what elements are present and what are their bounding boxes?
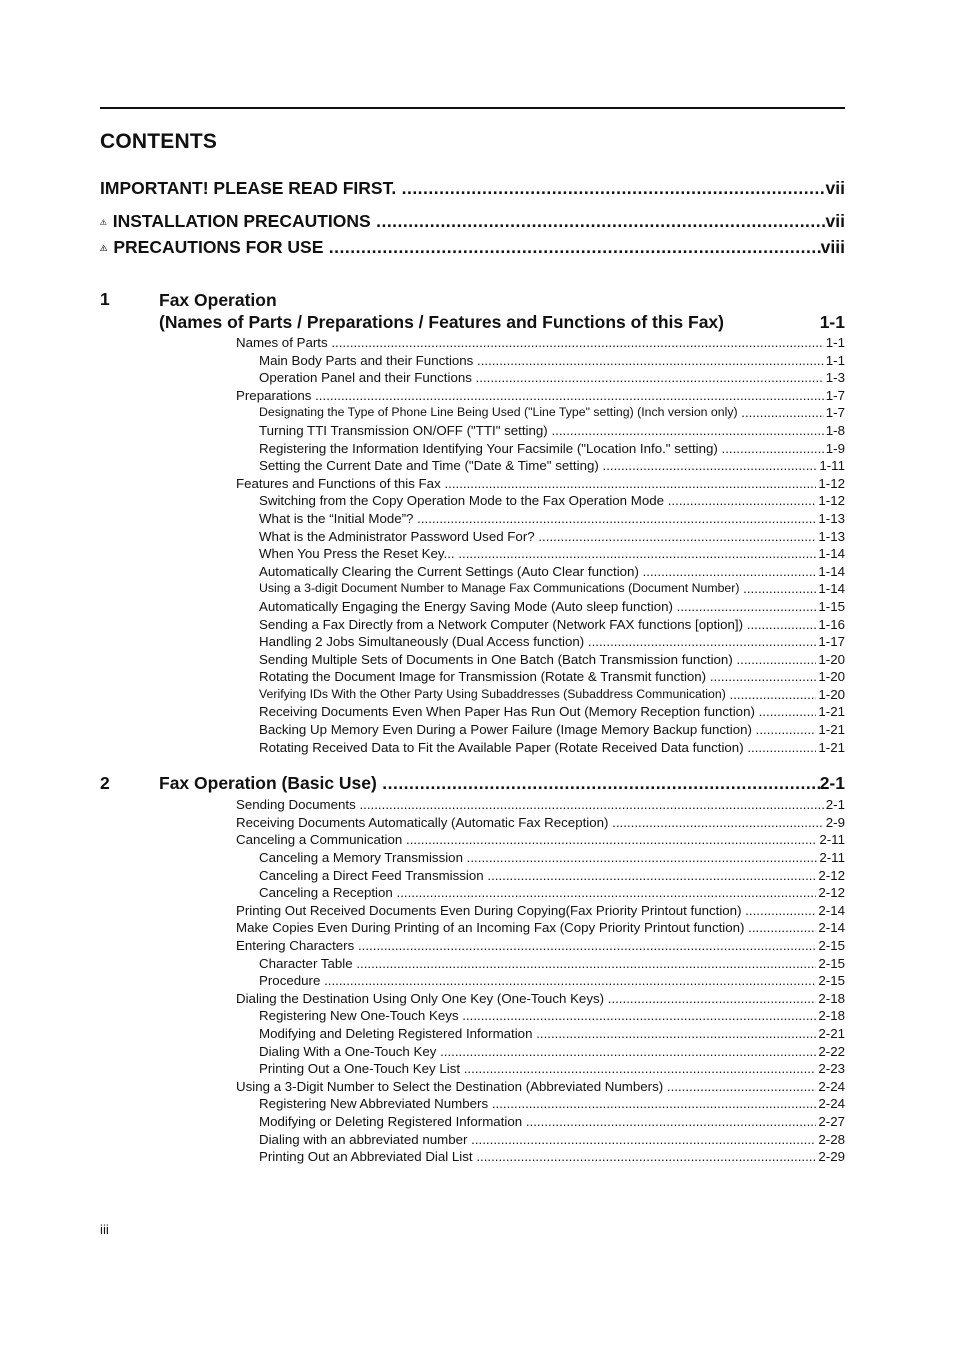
toc-entry-page: 1-17 <box>818 634 845 650</box>
chapter-title: Fax Operation (Basic Use) <box>159 773 377 794</box>
chapter-2-heading[interactable] <box>100 770 845 796</box>
toc-entry[interactable] <box>259 633 845 651</box>
leader-dots <box>744 739 817 757</box>
toc-entry-page: 2-28 <box>818 1131 845 1147</box>
toc-entry[interactable] <box>259 955 845 973</box>
toc-entry[interactable] <box>259 1060 845 1078</box>
leader-dots <box>673 598 816 616</box>
toc-entry-label: Operation Panel and their Functions <box>259 370 472 386</box>
toc-entry-label: Automatically Engaging the Energy Saving Mode (Auto sleep function) <box>259 598 673 614</box>
leader-dots <box>522 1113 816 1131</box>
leader-dots <box>599 457 818 475</box>
toc-entry[interactable] <box>259 686 845 704</box>
toc-entry-label: Printing Out Received Documents Even During Copying(Fax Priority Printout function) <box>236 902 742 918</box>
toc-entry-label: Designating the Type of Phone Line Being Used ("Line Type" setting) (Inch version only) <box>259 405 738 420</box>
chapter-number: 2 <box>100 773 110 794</box>
leader-dots <box>739 580 816 598</box>
toc-entry[interactable] <box>259 492 845 510</box>
page-number: iii <box>100 1222 109 1237</box>
leader-dots <box>752 721 816 739</box>
toc-entry[interactable] <box>236 334 845 352</box>
toc-entry-page: 2-27 <box>818 1113 845 1129</box>
toc-entry-page: 1-7 <box>825 405 845 421</box>
toc-entry-page: 1-8 <box>825 422 845 438</box>
toc-entry-page: 2-15 <box>818 938 845 953</box>
front-matter <box>100 176 845 259</box>
toc-entry-label: Dialing the Destination Using Only One Key (One-Touch Keys) <box>236 990 605 1006</box>
toc-entry[interactable] <box>236 831 845 849</box>
chapter-title: Fax Operation <box>159 290 277 310</box>
chapter-1-entries <box>100 334 845 756</box>
toc-entry-label: Dialing with an abbreviated number <box>259 1131 468 1147</box>
leader-dots <box>377 770 820 796</box>
leader-dots <box>436 1043 816 1061</box>
leader-dots <box>484 867 817 885</box>
toc-entry[interactable] <box>259 545 845 563</box>
leader-dots <box>738 404 824 422</box>
toc-entry-label: Sending Documents <box>236 797 356 813</box>
toc-entry[interactable] <box>259 369 845 387</box>
toc-entry-page: 2-14 <box>818 902 845 918</box>
leader-dots <box>473 352 823 370</box>
leader-dots <box>356 796 824 814</box>
toc-entry[interactable] <box>259 404 845 422</box>
toc-entry-page: 2-24 <box>818 1096 845 1112</box>
leader-dots <box>488 1095 816 1113</box>
toc-entry[interactable] <box>236 387 845 405</box>
toc-entry-label: Receiving Documents Automatically (Automatic Fax Reception) <box>236 814 609 830</box>
leader-dots <box>402 831 817 849</box>
leader-dots <box>320 972 816 990</box>
toc-entry-page: 1-12 <box>818 475 845 491</box>
leader-dots <box>733 651 817 669</box>
toc-entry-page: 2-14 <box>818 920 845 936</box>
toc-entry-label: IMPORTANT! PLEASE READ FIRST. <box>100 178 397 198</box>
leader-dots <box>353 955 817 973</box>
toc-entry[interactable] <box>236 814 845 832</box>
toc-entry-label: Main Body Parts and their Functions <box>259 352 474 368</box>
toc-entry-page: 1-15 <box>818 598 845 614</box>
toc-entry-page: 2-24 <box>818 1078 845 1094</box>
toc-entry-page: 1-1 <box>825 335 845 350</box>
toc-entry-label: Switching from the Copy Operation Mode to the Fax Operation Mode <box>259 493 665 509</box>
toc-entry-page: 1-21 <box>818 722 845 738</box>
toc-entry-label: What is the “Initial Mode”? <box>259 510 414 526</box>
toc-entry[interactable] <box>259 440 845 458</box>
toc-entry[interactable] <box>259 422 845 440</box>
leader-dots <box>459 1007 817 1025</box>
leader-dots <box>441 475 817 493</box>
toc-entry[interactable] <box>259 1043 845 1061</box>
toc-entry-page: 2-11 <box>819 832 845 848</box>
leader-dots <box>455 545 817 563</box>
toc-entry[interactable] <box>259 1095 845 1113</box>
toc-entry-label: Preparations <box>236 387 312 403</box>
toc-entry[interactable] <box>236 937 845 955</box>
toc-entry-page: 1-16 <box>818 616 845 632</box>
chapter-2-entries <box>100 796 845 1165</box>
leader-dots <box>354 937 816 955</box>
toc-entry-page: vii <box>825 211 845 231</box>
toc-entry-label: Sending a Fax Directly from a Network Computer (Network FAX functions [option]) <box>259 616 744 632</box>
chapter-subtitle: (Names of Parts / Preparations / Features and Functions of this Fax) <box>159 312 724 332</box>
toc-entry-page: 2-29 <box>818 1149 845 1165</box>
toc-entry[interactable] <box>236 796 845 814</box>
leader-dots <box>664 492 816 510</box>
toc-entry-page: 2-15 <box>818 955 845 971</box>
toc-entry[interactable] <box>259 884 845 902</box>
toc-entry[interactable] <box>259 352 845 370</box>
warning-icon <box>100 211 107 233</box>
chapter-1 <box>100 289 845 756</box>
toc-entry-label: Modifying and Deleting Registered Information <box>259 1025 533 1041</box>
toc-entry-page: 2-18 <box>818 1008 845 1024</box>
toc-entry[interactable] <box>259 867 845 885</box>
toc-entry-label: Verifying IDs With the Other Party Using Subaddresses (Subaddress Communication) <box>259 686 726 701</box>
toc-entry-label: Printing Out a One-Touch Key List <box>259 1061 461 1077</box>
toc-entry-label: Canceling a Memory Transmission <box>259 850 463 866</box>
toc-entry[interactable] <box>259 563 845 581</box>
toc-entry-page: 2-11 <box>819 850 845 866</box>
toc-entry[interactable] <box>236 902 845 920</box>
leader-dots <box>467 1131 816 1149</box>
toc-entry-label: Character Table <box>259 955 353 971</box>
toc-entry-label: Features and Functions of this Fax <box>236 475 441 491</box>
leader-dots <box>584 633 816 651</box>
leader-dots <box>393 884 817 902</box>
toc-entry-label: Canceling a Reception <box>259 885 393 901</box>
leader-dots <box>460 1060 816 1078</box>
toc-entry-label: Make Copies Even During Printing of an Incoming Fax (Copy Priority Printout function) <box>236 920 745 936</box>
toc-entry-label: Names of Parts <box>236 335 328 350</box>
toc-entry-label: Rotating Received Data to Fit the Available Paper (Rotate Received Data function) <box>259 739 744 755</box>
toc-entry-page: 1-12 <box>818 493 845 509</box>
toc-entry[interactable] <box>259 668 845 686</box>
toc-entry[interactable] <box>259 457 845 475</box>
leader-dots <box>413 510 816 528</box>
leader-dots <box>743 616 816 634</box>
leader-dots <box>328 334 824 352</box>
toc-entry[interactable] <box>259 972 845 990</box>
toc-entry[interactable] <box>259 580 845 598</box>
toc-entry[interactable] <box>259 1148 845 1166</box>
leader-dots <box>532 1025 816 1043</box>
leader-dots <box>742 902 817 920</box>
chapter-1-heading <box>100 289 845 334</box>
toc-entry[interactable] <box>259 510 845 528</box>
toc-entry-page: 1-14 <box>818 563 845 579</box>
toc-entry[interactable] <box>236 1078 845 1096</box>
toc-entry[interactable] <box>236 990 845 1008</box>
toc-entry[interactable] <box>259 1025 845 1043</box>
toc-entry-label: Backing Up Memory Even During a Power Failure (Image Memory Backup function) <box>259 722 752 738</box>
toc-entry-label: INSTALLATION PRECAUTIONS <box>112 211 371 231</box>
toc-entry-page: viii <box>820 237 845 257</box>
toc-entry-label: Rotating the Document Image for Transmission (Rotate & Transmit function) <box>259 669 707 685</box>
front-matter-entry[interactable] <box>100 176 845 200</box>
toc-entry-page: 1-14 <box>818 581 845 597</box>
toc-entry[interactable] <box>259 1113 845 1131</box>
toc-entry[interactable] <box>236 475 845 493</box>
leader-dots <box>706 668 816 686</box>
toc-entry-page: 1-20 <box>818 669 845 685</box>
toc-entry[interactable] <box>259 721 845 739</box>
toc-entry-page: 2-15 <box>818 973 845 989</box>
page-title: CONTENTS <box>100 130 218 153</box>
toc-entry-page: 1-13 <box>818 510 845 526</box>
leader-dots <box>755 703 816 721</box>
toc-entry[interactable] <box>259 616 845 634</box>
toc-entry-label: Procedure <box>259 973 321 989</box>
front-matter-entry[interactable] <box>100 209 845 233</box>
leader-dots <box>639 563 816 581</box>
leader-dots <box>396 176 825 200</box>
chapter-page: 2-1 <box>819 773 845 794</box>
toc-entry-page: 2-22 <box>818 1043 845 1059</box>
toc-entry-page: 1-3 <box>825 370 845 386</box>
toc-entry-page: 2-12 <box>818 885 845 901</box>
toc-entry-label: Printing Out an Abbreviated Dial List <box>259 1149 473 1165</box>
toc-entry-label: Using a 3-Digit Number to Select the Destination (Abbreviated Numbers) <box>236 1078 664 1094</box>
toc-entry-label: Modifying or Deleting Registered Information <box>259 1113 523 1129</box>
toc-entry-label: PRECAUTIONS FOR USE <box>113 237 324 257</box>
toc-entry-label: Registering New Abbreviated Numbers <box>259 1096 489 1112</box>
toc-entry-page: 1-14 <box>818 546 845 562</box>
toc-entry-page: 1-7 <box>825 387 845 403</box>
toc-entry-label: What is the Administrator Password Used For? <box>259 528 535 544</box>
toc-entry-label: Receiving Documents Even When Paper Has Run Out (Memory Reception function) <box>259 704 755 720</box>
leader-dots <box>608 814 823 832</box>
leader-dots <box>726 686 817 704</box>
toc-entry[interactable] <box>259 1131 845 1149</box>
toc-entry-label: Sending Multiple Sets of Documents in One Batch (Batch Transmission function) <box>259 651 733 667</box>
leader-dots <box>371 209 826 233</box>
toc-entry-label: Canceling a Communication <box>236 832 403 848</box>
toc-entry-label: Automatically Clearing the Current Settings (Auto Clear function) <box>259 563 639 579</box>
toc-entry-page: vii <box>825 178 845 198</box>
leader-dots <box>323 235 820 259</box>
leader-dots <box>535 528 817 546</box>
toc-entry-label: Registering the Information Identifying Your Facsimile ("Location Info." setting) <box>259 440 718 456</box>
toc-entry-page: 2-9 <box>825 814 845 830</box>
toc-entry-label: Setting the Current Date and Time ("Date & Time" setting) <box>259 458 599 474</box>
toc-entry[interactable] <box>259 528 845 546</box>
toc-entry-label: Canceling a Direct Feed Transmission <box>259 867 484 883</box>
leader-dots <box>548 422 824 440</box>
toc-entry-page: 1-20 <box>818 686 845 702</box>
leader-dots <box>472 369 824 387</box>
chapter-2 <box>100 770 845 1165</box>
toc-entry-page: 1-21 <box>818 739 845 755</box>
toc-entry-label: Registering New One-Touch Keys <box>259 1008 459 1024</box>
leader-dots <box>311 387 823 405</box>
toc-entry-page: 2-1 <box>825 797 845 813</box>
table-of-contents <box>100 176 845 1166</box>
warning-icon <box>100 237 107 259</box>
leader-dots <box>744 919 816 937</box>
toc-entry-page: 1-21 <box>818 704 845 720</box>
toc-entry[interactable] <box>259 739 845 757</box>
toc-entry[interactable] <box>259 1007 845 1025</box>
toc-entry[interactable] <box>259 703 845 721</box>
toc-entry-label: Entering Characters <box>236 938 355 953</box>
toc-entry-page: 2-23 <box>818 1061 845 1077</box>
chapter-number: 1 <box>100 289 110 309</box>
toc-entry[interactable] <box>259 849 845 867</box>
toc-entry-page: 2-12 <box>818 867 845 883</box>
top-rule <box>100 107 845 109</box>
leader-dots <box>718 440 824 458</box>
toc-entry-page: 1-20 <box>818 651 845 667</box>
leader-dots <box>604 990 816 1008</box>
toc-entry-label: Handling 2 Jobs Simultaneously (Dual Access function) <box>259 634 585 650</box>
toc-entry-label: Using a 3-digit Document Number to Manage Fax Communications (Document Number) <box>259 581 740 596</box>
toc-entry-label: When You Press the Reset Key... <box>259 546 455 562</box>
toc-entry-page: 2-21 <box>818 1025 845 1041</box>
front-matter-entry[interactable] <box>100 235 845 259</box>
leader-dots <box>663 1078 816 1096</box>
toc-entry[interactable] <box>259 651 845 669</box>
toc-entry-label: Dialing With a One-Touch Key <box>259 1043 437 1059</box>
chapter-page: 1-1 <box>819 312 845 332</box>
toc-entry-page: 1-11 <box>819 458 845 474</box>
toc-entry-page: 1-1 <box>825 352 845 368</box>
leader-dots <box>473 1148 817 1166</box>
toc-entry-page: 2-18 <box>818 990 845 1006</box>
toc-entry-label: Turning TTI Transmission ON/OFF ("TTI" setting) <box>259 422 548 438</box>
leader-dots <box>463 849 817 867</box>
toc-entry-page: 1-9 <box>825 440 845 456</box>
toc-entry-page: 1-13 <box>818 528 845 544</box>
toc-entry[interactable] <box>236 919 845 937</box>
toc-entry[interactable] <box>259 598 845 616</box>
